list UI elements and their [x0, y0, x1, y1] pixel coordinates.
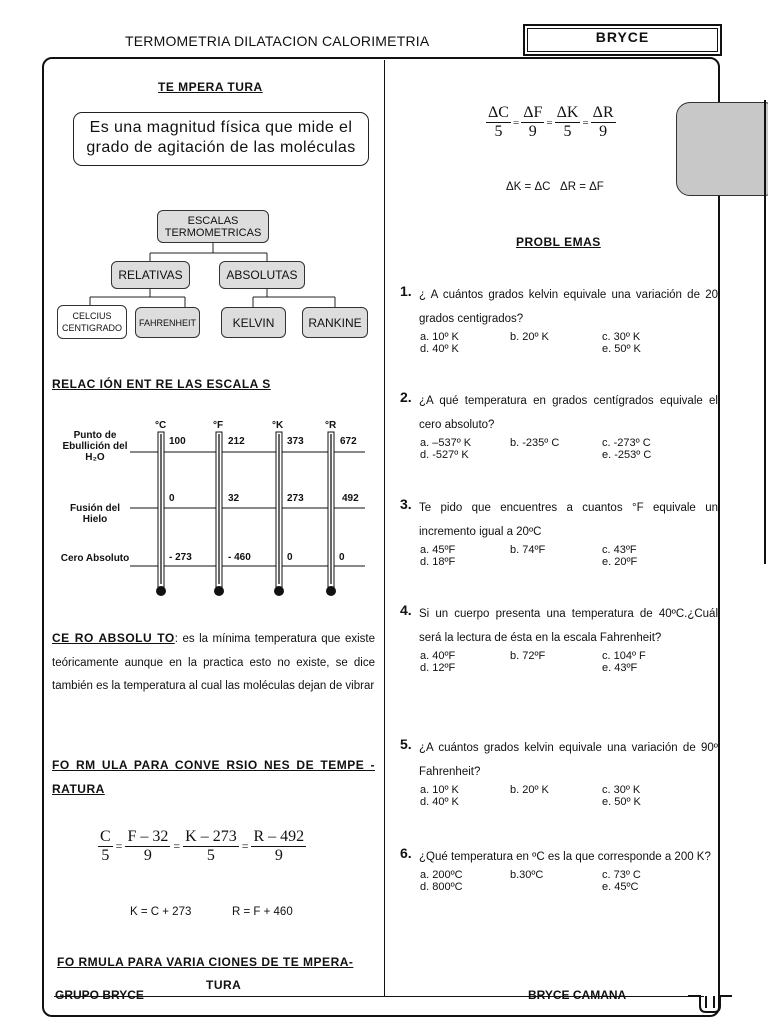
r-formula: R = F + 460: [232, 906, 293, 918]
cf-c-num: C: [100, 828, 111, 845]
conversion-title: FO RM ULA PARA CONVE RSIO NES DE TEMPE - RATURA: [52, 758, 375, 796]
boil-c: 100: [169, 436, 186, 447]
option-b: b. 72ºF: [510, 650, 546, 662]
cf-c-den: 5: [101, 847, 110, 864]
tree-relativas-node: RELATIVAS: [111, 261, 190, 289]
option-c: c. 43ºF: [602, 544, 637, 556]
boil-r: 672: [340, 436, 357, 447]
option-c: c. 104º F: [602, 650, 646, 662]
question-text: ¿Qué temperatura en ºC es la que corresponde a 200 K?: [419, 851, 711, 863]
question-2: [400, 389, 718, 461]
question-options: [420, 544, 718, 568]
row-label-cero: Cero Absoluto: [60, 553, 130, 564]
side-tab: [676, 102, 768, 196]
option-d: d. 18ºF: [420, 556, 456, 568]
footer-ornament-icon: [686, 986, 736, 1016]
option-b: b. -235º C: [510, 437, 560, 449]
vf-c-den: 5: [494, 123, 503, 140]
tree-fahrenheit-node: FAHRENHEIT: [135, 307, 200, 338]
question-options: [420, 650, 718, 674]
question-number: 5.: [400, 736, 412, 752]
cf-k-num: K – 273: [185, 828, 237, 845]
option-a: a. 10º K: [420, 331, 459, 343]
question-6: [400, 845, 718, 893]
vf-f-den: 9: [528, 123, 537, 140]
abs-r: 0: [339, 552, 345, 563]
question-number: 4.: [400, 602, 412, 618]
tree-absolutas-node: ABSOLUTAS: [219, 261, 305, 289]
question-5: [400, 736, 718, 808]
question-text: ¿ A cuántos grados kelvin equivale una variación de 20 grados centigrados?: [419, 289, 718, 325]
question-text: ¿A cuántos grados kelvin equivale una variación de 90º Fahrenheit?: [419, 742, 718, 778]
vf-f-num: ΔF: [523, 104, 543, 121]
k-formula: K = C + 273: [130, 906, 192, 918]
variation-simple-formula: ΔK = ΔC ΔR = ΔF: [506, 181, 604, 193]
abs-f: - 460: [228, 552, 251, 563]
option-c: c. 30º K: [602, 784, 641, 796]
option-b: b.30ºC: [510, 869, 544, 881]
option-a: a. 45ºF: [420, 544, 456, 556]
option-e: e. -253º C: [602, 449, 652, 461]
option-d: d. 12ºF: [420, 662, 456, 674]
option-e: e. 50º K: [602, 796, 641, 808]
question-options: [420, 331, 718, 355]
option-c: c. 73º C: [602, 869, 641, 881]
cf-f-den: 9: [143, 847, 152, 864]
vf-r-num: ΔR: [592, 104, 614, 121]
freeze-f: 32: [228, 493, 240, 504]
option-d: d. 40º K: [420, 796, 459, 808]
abs-c: - 273: [169, 552, 192, 563]
conversion-formula: $\frac{C}{5}$ = $\frac{F - 32}{9}$ = $\frac{K - 273}{5}$ = $\frac{R - 492}{9}$: [100, 828, 305, 864]
option-c: c. 30º K: [602, 331, 641, 343]
question-text: ¿A qué temperatura en grados centígrados equivale el cero absoluto?: [419, 395, 718, 431]
thermometer-k: [274, 432, 284, 596]
thermometer-c: [156, 432, 166, 596]
question-number: 3.: [400, 496, 412, 512]
temperatura-title: TE MPERA TURA: [158, 80, 263, 94]
question-1: [400, 283, 718, 355]
scale-k: °K: [272, 420, 284, 431]
question-number: 2.: [400, 389, 412, 405]
vf-r-den: 9: [599, 123, 608, 140]
vf-k-num: ΔK: [556, 104, 579, 121]
option-d: d. 800ºC: [420, 881, 463, 893]
option-c: c. -273º C: [602, 437, 651, 449]
tree-root-node: ESCALAS TERMOMETRICAS: [157, 210, 269, 243]
definition-box: Es una magnitud física que mide el grado de agitación de las moléculas: [73, 112, 369, 166]
cf-r-num: R – 492: [253, 828, 305, 845]
variaciones-title: FO RMULA PARA VARIA CIONES DE TE MPERA-: [57, 955, 354, 969]
footer-left: GRUPO BRYCE: [55, 988, 144, 1002]
column-divider: [384, 60, 385, 997]
scale-c: °C: [155, 420, 167, 431]
question-text: Te pido que encuentres a cuantos °F equivale un incremento igual a 20ºC: [419, 502, 718, 538]
row-label-ebullicion: Punto de Ebullición del H₂O: [62, 430, 128, 463]
variation-formula: $\frac{\Delta C}{5}$ = $\frac{\Delta F}{9}$ = $\frac{\Delta K}{5}$ = $\frac{\Delta R}{9}$: [488, 104, 614, 140]
cf-k-den: 5: [206, 847, 215, 864]
freeze-r: 492: [342, 493, 359, 504]
option-e: e. 20ºF: [602, 556, 638, 568]
option-a: a. 10º K: [420, 784, 459, 796]
question-text: Si un cuerpo presenta una temperatura de 40ºC.¿Cuál será la lectura de ésta en la escala Fahrenheit?: [419, 608, 718, 644]
option-a: a. 40ºF: [420, 650, 456, 662]
option-a: a. 200ºC: [420, 869, 463, 881]
cf-r-den: 9: [274, 847, 283, 864]
option-b: b. 20º K: [510, 331, 549, 343]
option-e: e. 43ºF: [602, 662, 638, 674]
option-b: b. 20º K: [510, 784, 549, 796]
footer-right: BRYCE CAMANA: [528, 988, 627, 1002]
brand-box: BRYCE: [523, 24, 722, 56]
option-e: e. 50º K: [602, 343, 641, 355]
boil-k: 373: [287, 436, 304, 447]
scale-r: °R: [325, 420, 337, 431]
question-options: [420, 784, 718, 808]
tree-kelvin-node: KELVIN: [221, 307, 286, 338]
scale-f: °F: [213, 420, 224, 431]
thermometer-f: [214, 432, 224, 596]
vf-c-num: ΔC: [488, 104, 509, 121]
question-number: 1.: [400, 283, 412, 299]
row-label-fusion: Fusión del Hielo: [70, 503, 120, 525]
thermometer-r: [326, 432, 336, 596]
question-4: [400, 602, 718, 674]
cero-absoluto-paragraph: [52, 627, 375, 699]
vf-k-den: 5: [563, 123, 572, 140]
cero-absoluto-text: : es la mínima temperatura que existe teóricamente aunque en la practica esto no existe, se dice también es la temperatura al cual las moléculas dejan de vibrar: [52, 633, 375, 692]
option-a: a. –537º K: [420, 437, 472, 449]
abs-k: 0: [287, 552, 293, 563]
option-d: d. -527º K: [420, 449, 469, 461]
tree-celcius-node: CELCIUS CENTIGRADO: [57, 305, 127, 339]
question-options: [420, 437, 718, 461]
question-number: 6.: [400, 845, 412, 861]
cf-f-num: F – 32: [127, 828, 169, 845]
cero-absoluto-title: CE RO ABSOLU TO: [52, 631, 175, 645]
freeze-k: 273: [287, 493, 304, 504]
problemas-title: PROBL EMAS: [516, 235, 601, 249]
question-options: [420, 869, 718, 893]
relacion-title: RELAC IÓN ENT RE LAS ESCALA S: [52, 377, 271, 391]
option-d: d. 40º K: [420, 343, 459, 355]
variaciones-title-2: TURA: [206, 978, 242, 992]
document-title: TERMOMETRIA DILATACION CALORIMETRIA: [125, 33, 430, 49]
tree-rankine-node: RANKINE: [302, 307, 368, 338]
option-b: b. 74ºF: [510, 544, 546, 556]
boil-f: 212: [228, 436, 245, 447]
option-e: e. 45ºC: [602, 881, 639, 893]
freeze-c: 0: [169, 493, 175, 504]
side-line: [764, 100, 766, 564]
question-3: [400, 496, 718, 568]
